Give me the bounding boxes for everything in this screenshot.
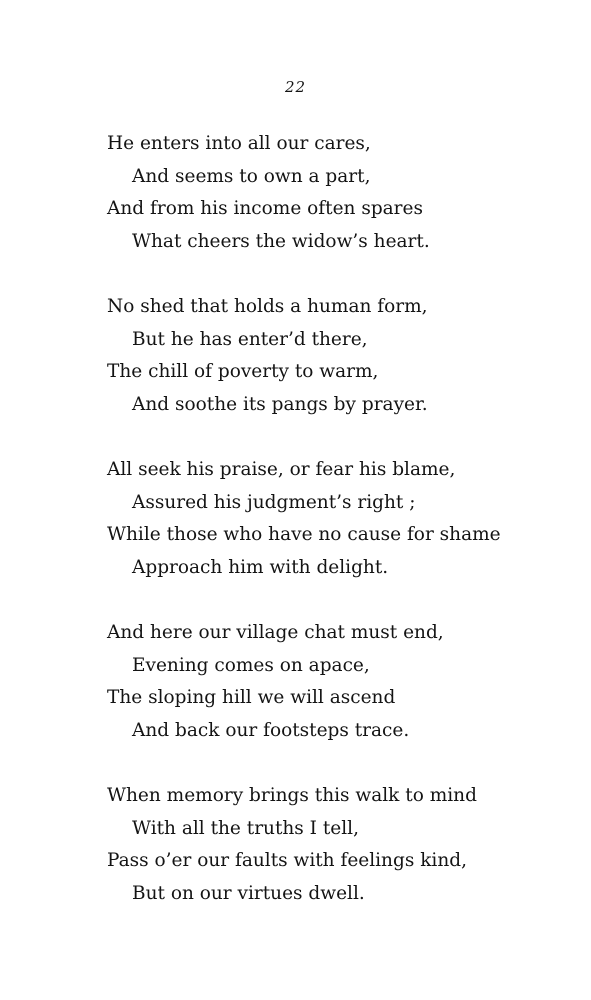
poem-line: And from his income often spares [107,198,423,219]
poem-line: And here our village chat must end, [107,622,444,643]
stanza [107,617,577,747]
poem-line: With all the truths I tell, [132,817,359,839]
page-number: 22 [284,78,307,96]
poem-line: And soothe its pangs by prayer. [132,393,428,415]
poem-line: No shed that holds a human form, [107,296,428,317]
poem-line: But he has enter’d there, [132,328,368,350]
stanza [107,291,577,421]
poem-line: The sloping hill we will ascend [107,687,396,708]
poem-line: All seek his praise, or fear his blame, [107,459,456,480]
poem [107,128,577,943]
poem-line: When memory brings this walk to mind [107,785,477,806]
stanza [107,454,577,584]
poem-line: Evening comes on apace, [132,654,370,676]
poem-line: What cheers the widow’s heart. [132,230,430,252]
poem-line: Pass o’er our faults with feelings kind, [107,850,467,871]
poem-line: Approach him with delight. [132,556,389,578]
poem-line: And back our footsteps trace. [132,719,410,741]
poem-line: He enters into all our cares, [107,133,371,154]
poem-line: But on our virtues dwell. [132,882,365,904]
stanza [107,780,577,910]
poem-line: The chill of poverty to warm, [107,361,379,382]
poem-line: And seems to own a part, [132,165,371,187]
poem-line: Assured his judgment’s right ; [132,491,416,513]
poem-line: While those who have no cause for shame [107,524,501,545]
stanza [107,128,577,258]
